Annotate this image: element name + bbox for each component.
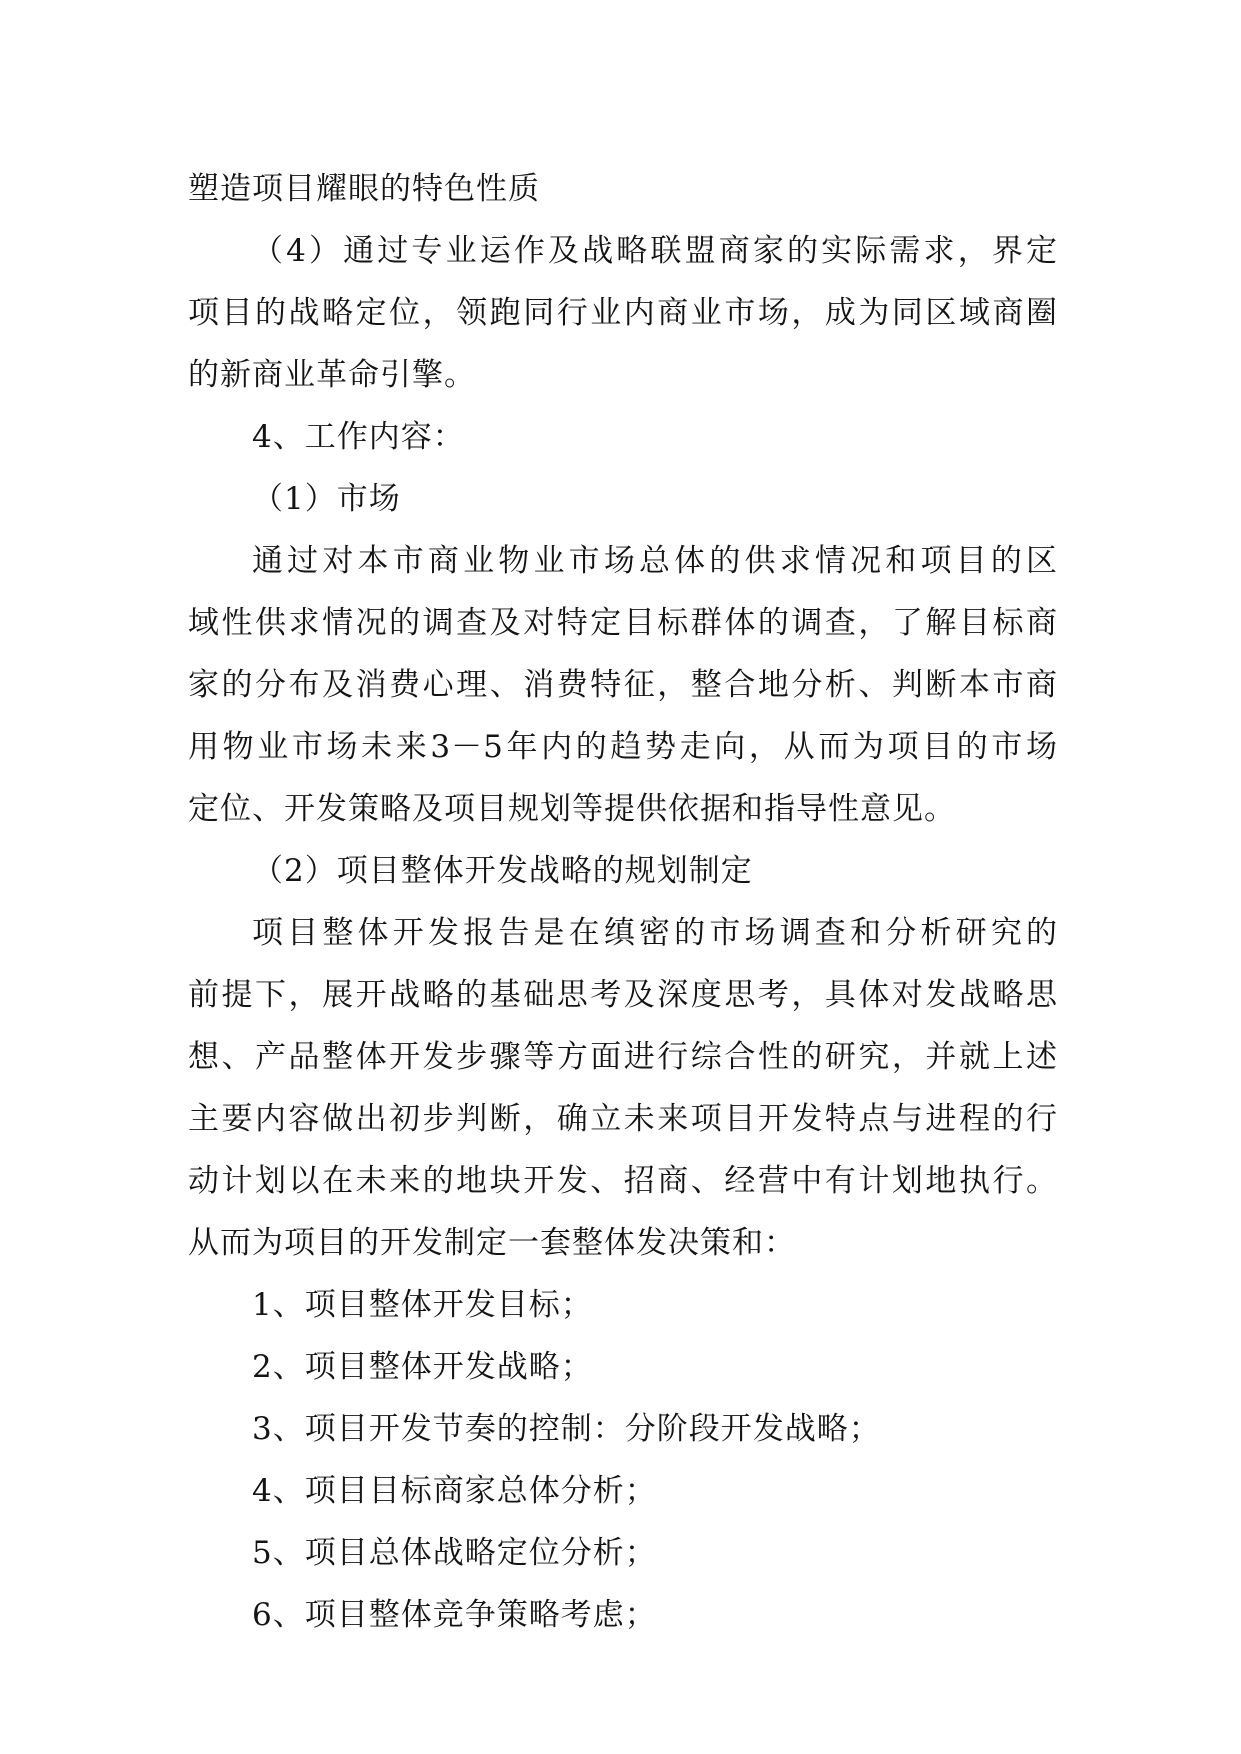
subsection-heading: （1）市场	[252, 481, 401, 517]
subsection-heading: （2）项目整体开发战略的规划制定	[252, 853, 753, 889]
text-line: 家的分布及消费心理、消费特征，整合地分析、判断本市商	[188, 667, 1058, 703]
list-item: 1、项目整体开发目标；	[252, 1287, 593, 1323]
list-item: 3、项目开发节奏的控制：分阶段开发战略；	[252, 1411, 881, 1447]
text-line: 项目的战略定位，领跑同行业内商业市场，成为同区域商圈	[188, 295, 1058, 331]
text-line: 从而为项目的开发制定一套整体发决策和：	[188, 1225, 796, 1261]
text-line: 定位、开发策略及项目规划等提供依据和指导性意见。	[188, 791, 956, 827]
document-body	[188, 158, 1058, 1646]
text-line: 用物业市场未来3－5年内的趋势走向，从而为项目的市场	[188, 729, 1058, 765]
text-line: 塑造项目耀眼的特色性质	[188, 171, 540, 207]
list-item: 2、项目整体开发战略；	[252, 1349, 593, 1385]
text-line: 主要内容做出初步判断，确立未来项目开发特点与进程的行	[188, 1101, 1058, 1137]
text-line: 通过对本市商业物业市场总体的供求情况和项目的区	[252, 543, 1058, 579]
list-item: 5、项目总体战略定位分析；	[252, 1535, 657, 1571]
list-item: 6、项目整体竞争策略考虑；	[252, 1597, 657, 1633]
text-line: 动计划以在未来的地块开发、招商、经营中有计划地执行。	[188, 1163, 1058, 1199]
text-line: （4）通过专业运作及战略联盟商家的实际需求，界定	[252, 233, 1058, 269]
text-line: 前提下，展开战略的基础思考及深度思考，具体对发战略思	[188, 977, 1058, 1013]
list-item: 4、项目目标商家总体分析；	[252, 1473, 657, 1509]
text-line: 的新商业革命引擎。	[188, 357, 476, 393]
text-line: 项目整体开发报告是在缜密的市场调查和分析研究的	[252, 915, 1058, 951]
section-heading: 4、工作内容：	[252, 419, 465, 455]
text-line: 想、产品整体开发步骤等方面进行综合性的研究，并就上述	[188, 1039, 1058, 1075]
text-line: 域性供求情况的调查及对特定目标群体的调查，了解目标商	[188, 605, 1058, 641]
